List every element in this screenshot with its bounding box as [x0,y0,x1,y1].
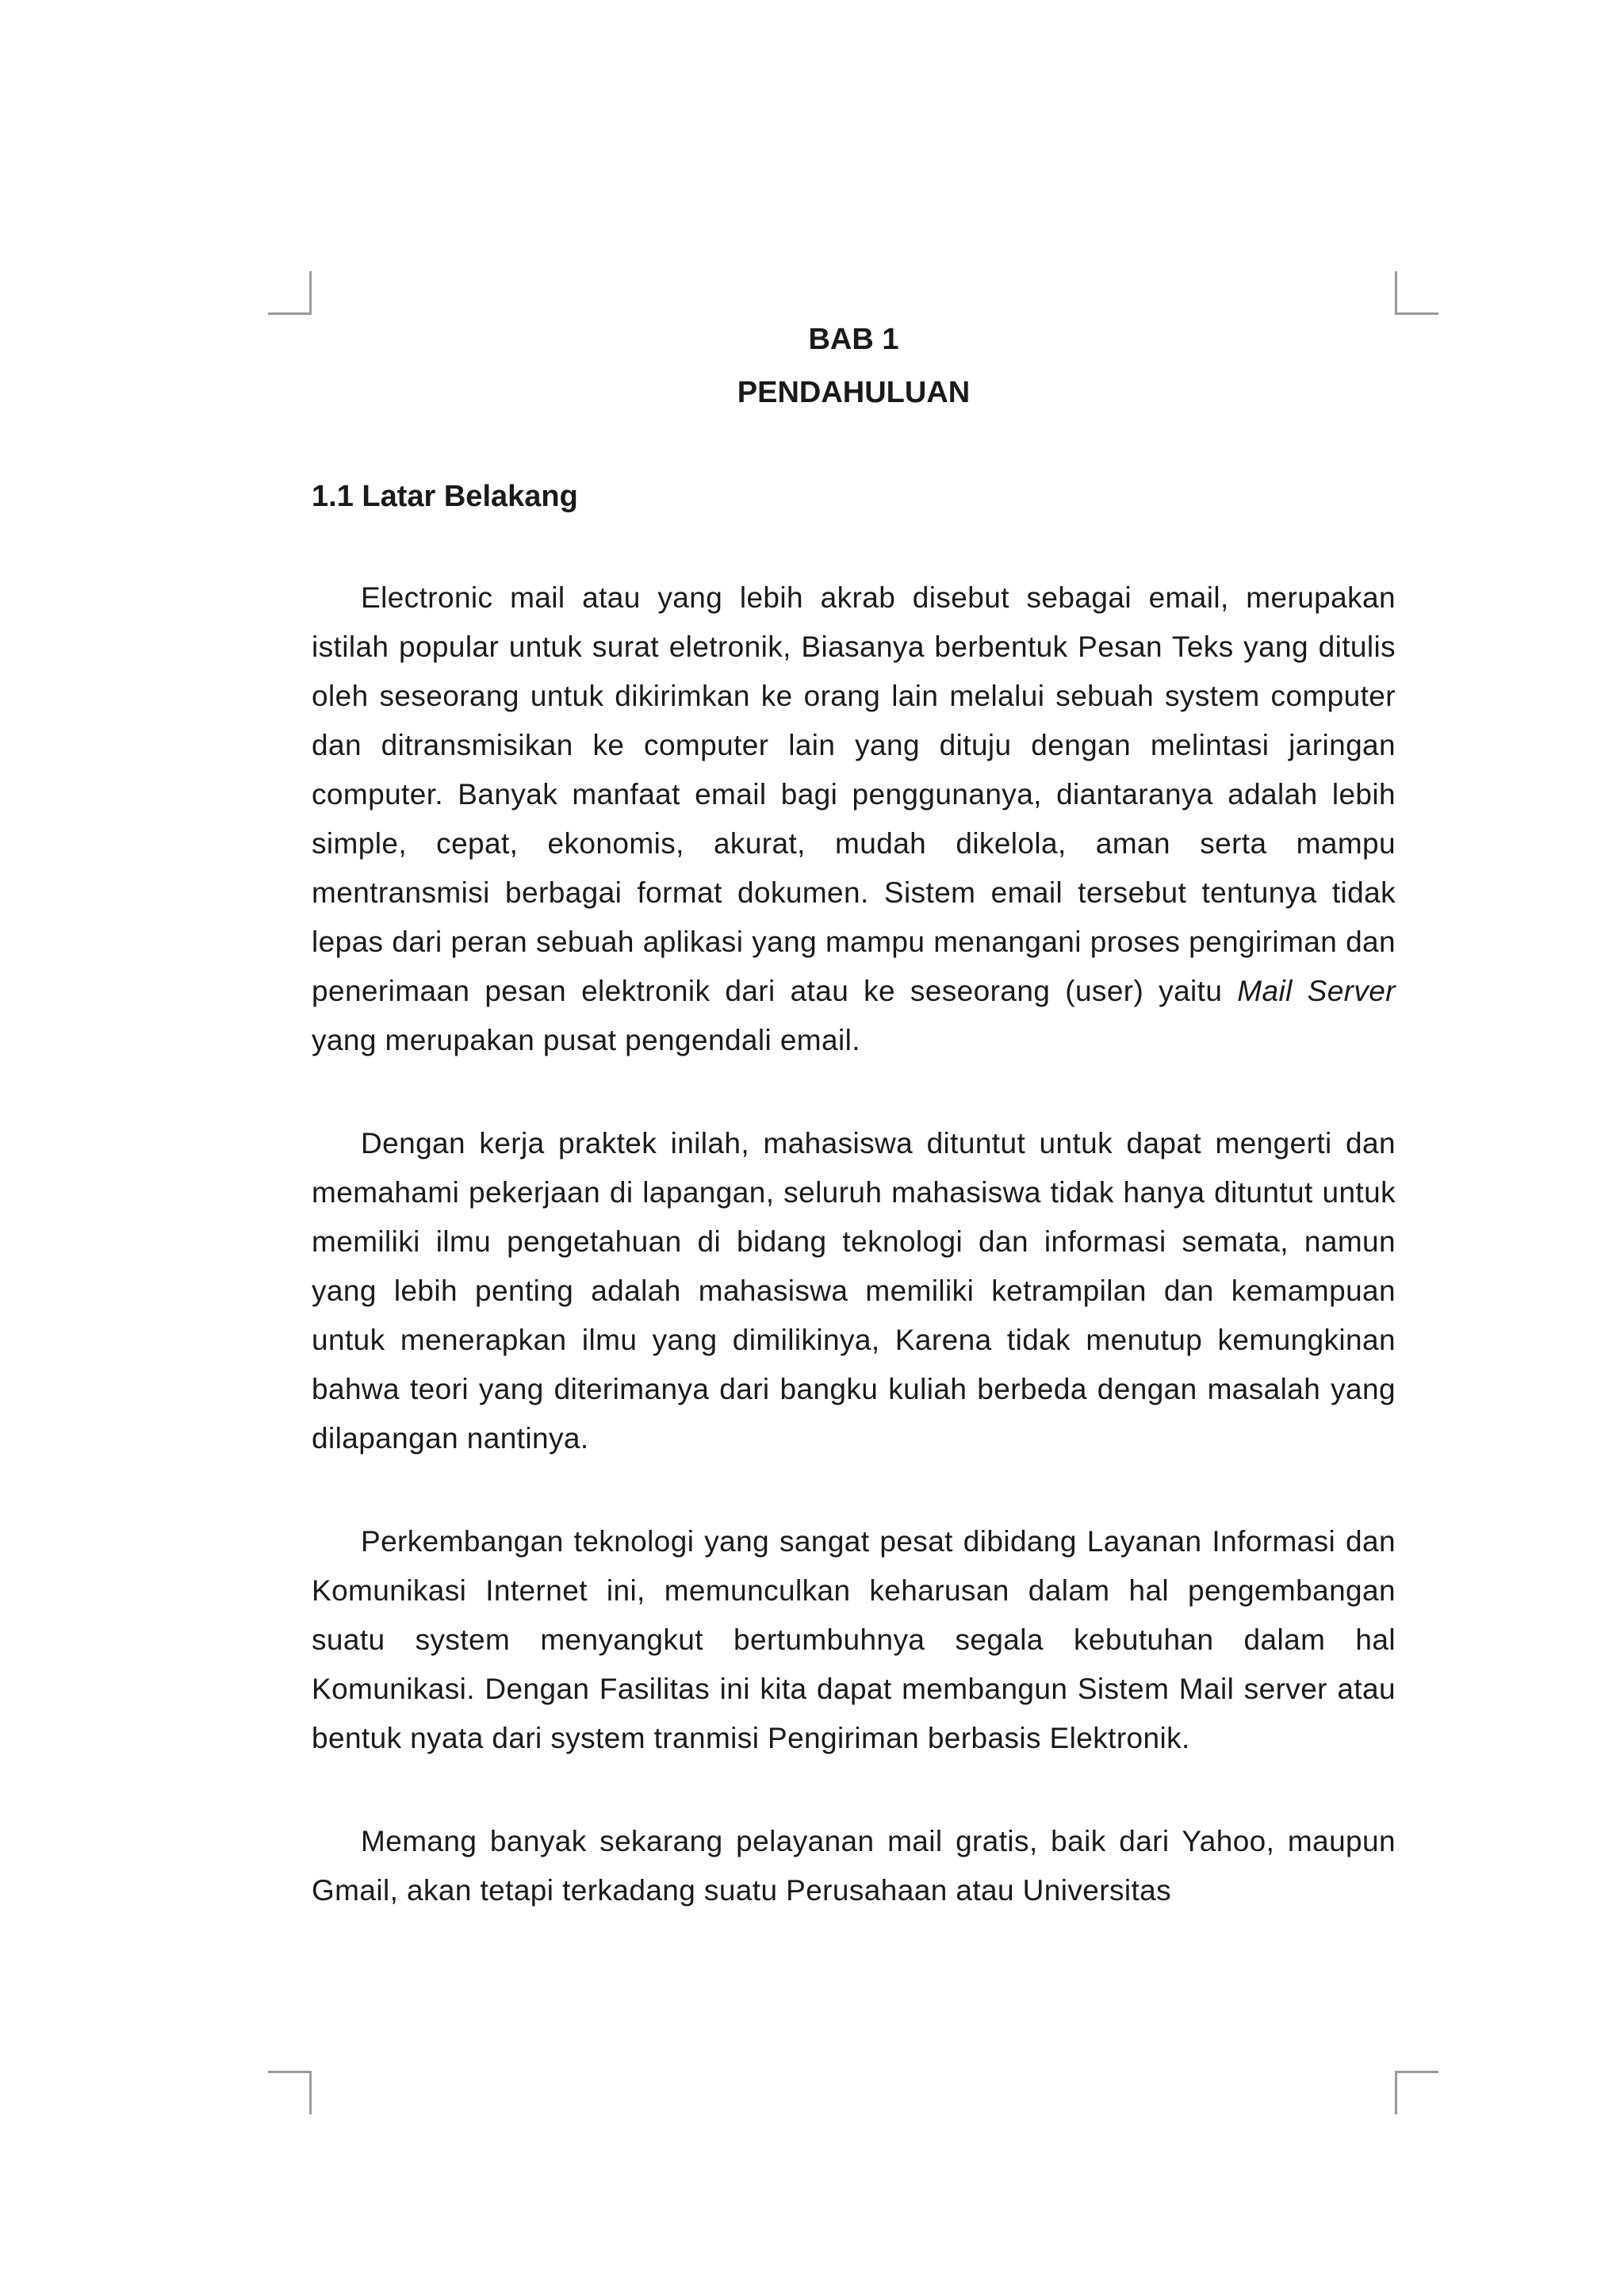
crop-mark-top-left [268,271,312,315]
crop-mark-top-right [1395,271,1438,315]
paragraph-2: Dengan kerja praktek inilah, mahasiswa dituntut untuk dapat mengerti dan memahami pekerjaan di lapangan, seluruh mahasiswa tidak hanya dituntut untuk memiliki ilmu pengetahuan di bidang teknologi dan informasi semata, namun yang lebih penting adalah mahasiswa memiliki ketrampilan dan kemampuan untuk menerapkan ilmu yang dimilikinya, Karena tidak menutup kemungkinan bahwa teori yang diterimanya dari bangku kuliah berbeda dengan masalah yang dilapangan nantinya. [312,1127,1396,1455]
section-title: 1.1 Latar Belakang [312,480,578,513]
paragraph-1-text: Electronic mail atau yang lebih akrab disebut sebagai email, merupakan istilah popular untuk surat eletronik, Biasanya berbentuk Pesan Teks yang ditulis oleh seseorang untuk dikirimkan ke orang lain melalui sebuah system computer dan ditransmisikan ke computer lain yang dituju dengan melintasi jaringan computer. Banyak manfaat email bagi penggunanya, diantaranya adalah lebih simple, cepat, ekonomis, akurat, mudah dikelola, aman serta mampu mentransmisi berbagai format dokumen. Sistem email tersebut tentunya tidak lepas dari peran sebuah aplikasi yang mampu menangani proses pengiriman dan penerimaan pesan elektronik dari atau ke seseorang (user) yaitu [312,581,1396,1007]
crop-mark-bottom-left [268,2071,312,2114]
crop-mark-bottom-right [1395,2071,1438,2114]
chapter-title: PENDAHULUAN [737,376,971,409]
paragraph-4: Memang banyak sekarang pelayanan mail gratis, baik dari Yahoo, maupun Gmail, akan tetapi terkadang suatu Perusahaan atau Universitas [312,1825,1396,1907]
paragraph-1-text-end: yang merupakan pusat pengendali email. [312,1024,860,1056]
paragraph-1 [312,573,1396,1065]
paragraph-3: Perkembangan teknologi yang sangat pesat dibidang Layanan Informasi dan Komunikasi Internet ini, memunculkan keharusan dalam hal pengembangan suatu system menyangkut bertumbuhnya segala kebutuhan dalam hal Komunikasi. Dengan Fasilitas ini kita dapat membangun Sistem Mail server atau bentuk nyata dari system tranmisi Pengiriman berbasis Elektronik. [312,1525,1396,1754]
chapter-number: BAB 1 [808,323,899,356]
page-body [312,313,1396,1915]
paragraph-1-italic-term: Mail Server [1237,975,1396,1007]
